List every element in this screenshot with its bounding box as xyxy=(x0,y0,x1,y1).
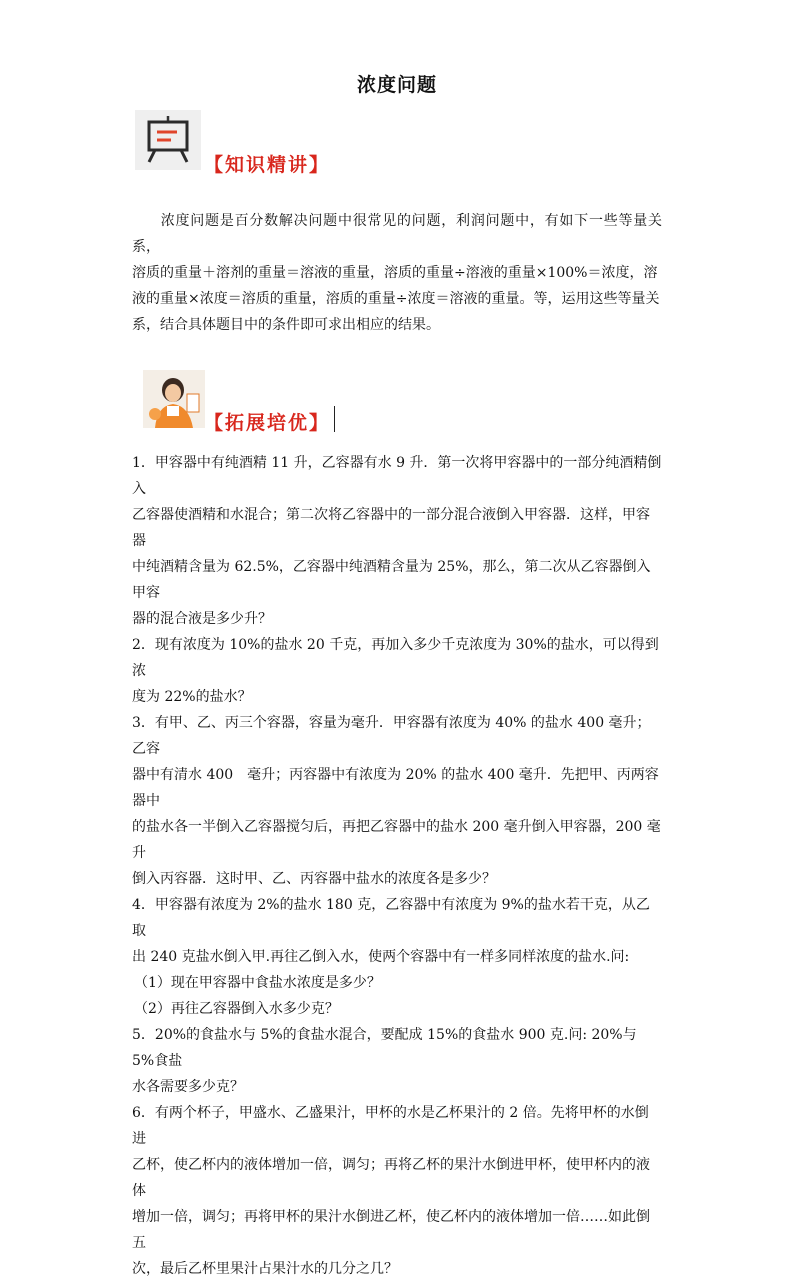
page-title: 浓度问题 xyxy=(356,74,437,96)
question-line: 出 240 克盐水倒入甲.再往乙倒入水，使两个容器中有一样多同样浓度的盐水.问: xyxy=(132,949,630,965)
question-line: 水各需要多少克？ xyxy=(132,1079,244,1095)
question-line: 6．有两个杯子，甲盛水、乙盛果汁，甲杯的水是乙杯果汁的 2 倍。先将甲杯的水倒进 xyxy=(132,1105,649,1147)
question-line: 增加一倍，调匀；再将甲杯的果汁水倒进乙杯，使乙杯内的液体增加一倍……如此倒五 xyxy=(132,1209,650,1251)
question-line: 器中有清水 400 毫升；丙容器中有浓度为 20% 的盐水 400 毫升．先把甲、丙两容器中 xyxy=(132,767,659,809)
teacher-avatar-icon xyxy=(143,370,205,428)
question-line: 1．甲容器中有纯酒精 11 升，乙容器有水 9 升．第一次将甲容器中的一部分纯酒精倒入 xyxy=(132,455,662,497)
question-line: 4．甲容器有浓度为 2%的盐水 180 克，乙容器中有浓度为 9%的盐水若干克，从乙取 xyxy=(132,897,650,939)
knowledge-paragraph xyxy=(132,208,662,338)
expansion-section-heading: 【拓展培优】 xyxy=(204,412,331,434)
knowledge-line: 浓度问题是百分数解决问题中很常见的问题，利润问题中，有如下一些等量关系， xyxy=(132,213,662,255)
knowledge-line: 液的重量×浓度＝溶质的重量，溶质的重量÷浓度＝溶液的重量。等，运用这些等量关 xyxy=(132,291,660,307)
knowledge-line: 溶质的重量＋溶剂的重量＝溶液的重量，溶质的重量÷溶液的重量×100%＝浓度，溶 xyxy=(132,265,658,281)
question-line: 中纯酒精含量为 62.5%，乙容器中纯酒精含量为 25%，那么，第二次从乙容器倒入甲容 xyxy=(132,559,651,601)
question-list xyxy=(132,450,662,1282)
lecture-board-icon xyxy=(135,110,201,170)
question-line: 3．有甲、乙、丙三个容器，容量为毫升．甲容器有浓度为 40% 的盐水 400 毫升；乙容 xyxy=(132,715,651,757)
question-line: 器的混合液是多少升？ xyxy=(132,611,272,627)
question-line: 度为 22%的盐水？ xyxy=(132,689,252,705)
question-line: 的盐水各一半倒入乙容器搅匀后，再把乙容器中的盐水 200 毫升倒入甲容器，200 毫升 xyxy=(132,819,661,861)
question-line: 5．20%的食盐水与 5%的食盐水混合，要配成 15%的食盐水 900 克.问: 20%与 5%食盐 xyxy=(132,1027,637,1069)
question-line: 倒入丙容器．这时甲、乙、丙容器中盐水的浓度各是多少？ xyxy=(132,871,496,887)
question-line: 乙杯，使乙杯内的液体增加一倍，调匀；再将乙杯的果汁水倒进甲杯，使甲杯内的液体 xyxy=(132,1157,650,1199)
text-cursor xyxy=(334,406,335,432)
question-line: 乙容器使酒精和水混合；第二次将乙容器中的一部分混合液倒入甲容器．这样，甲容器 xyxy=(132,507,650,549)
question-subitem: （2）再往乙容器倒入水多少克？ xyxy=(134,1001,339,1017)
knowledge-line: 系，结合具体题目中的条件即可求出相应的结果。 xyxy=(132,317,440,333)
question-line: 次，最后乙杯里果汁占果汁水的几分之几？ xyxy=(132,1261,398,1277)
knowledge-section-heading: 【知识精讲】 xyxy=(204,154,331,176)
question-line: 2．现有浓度为 10%的盐水 20 千克，再加入多少千克浓度为 30%的盐水，可以得到浓 xyxy=(132,637,659,679)
question-subitem: （1）现在甲容器中食盐水浓度是多少？ xyxy=(134,975,381,991)
